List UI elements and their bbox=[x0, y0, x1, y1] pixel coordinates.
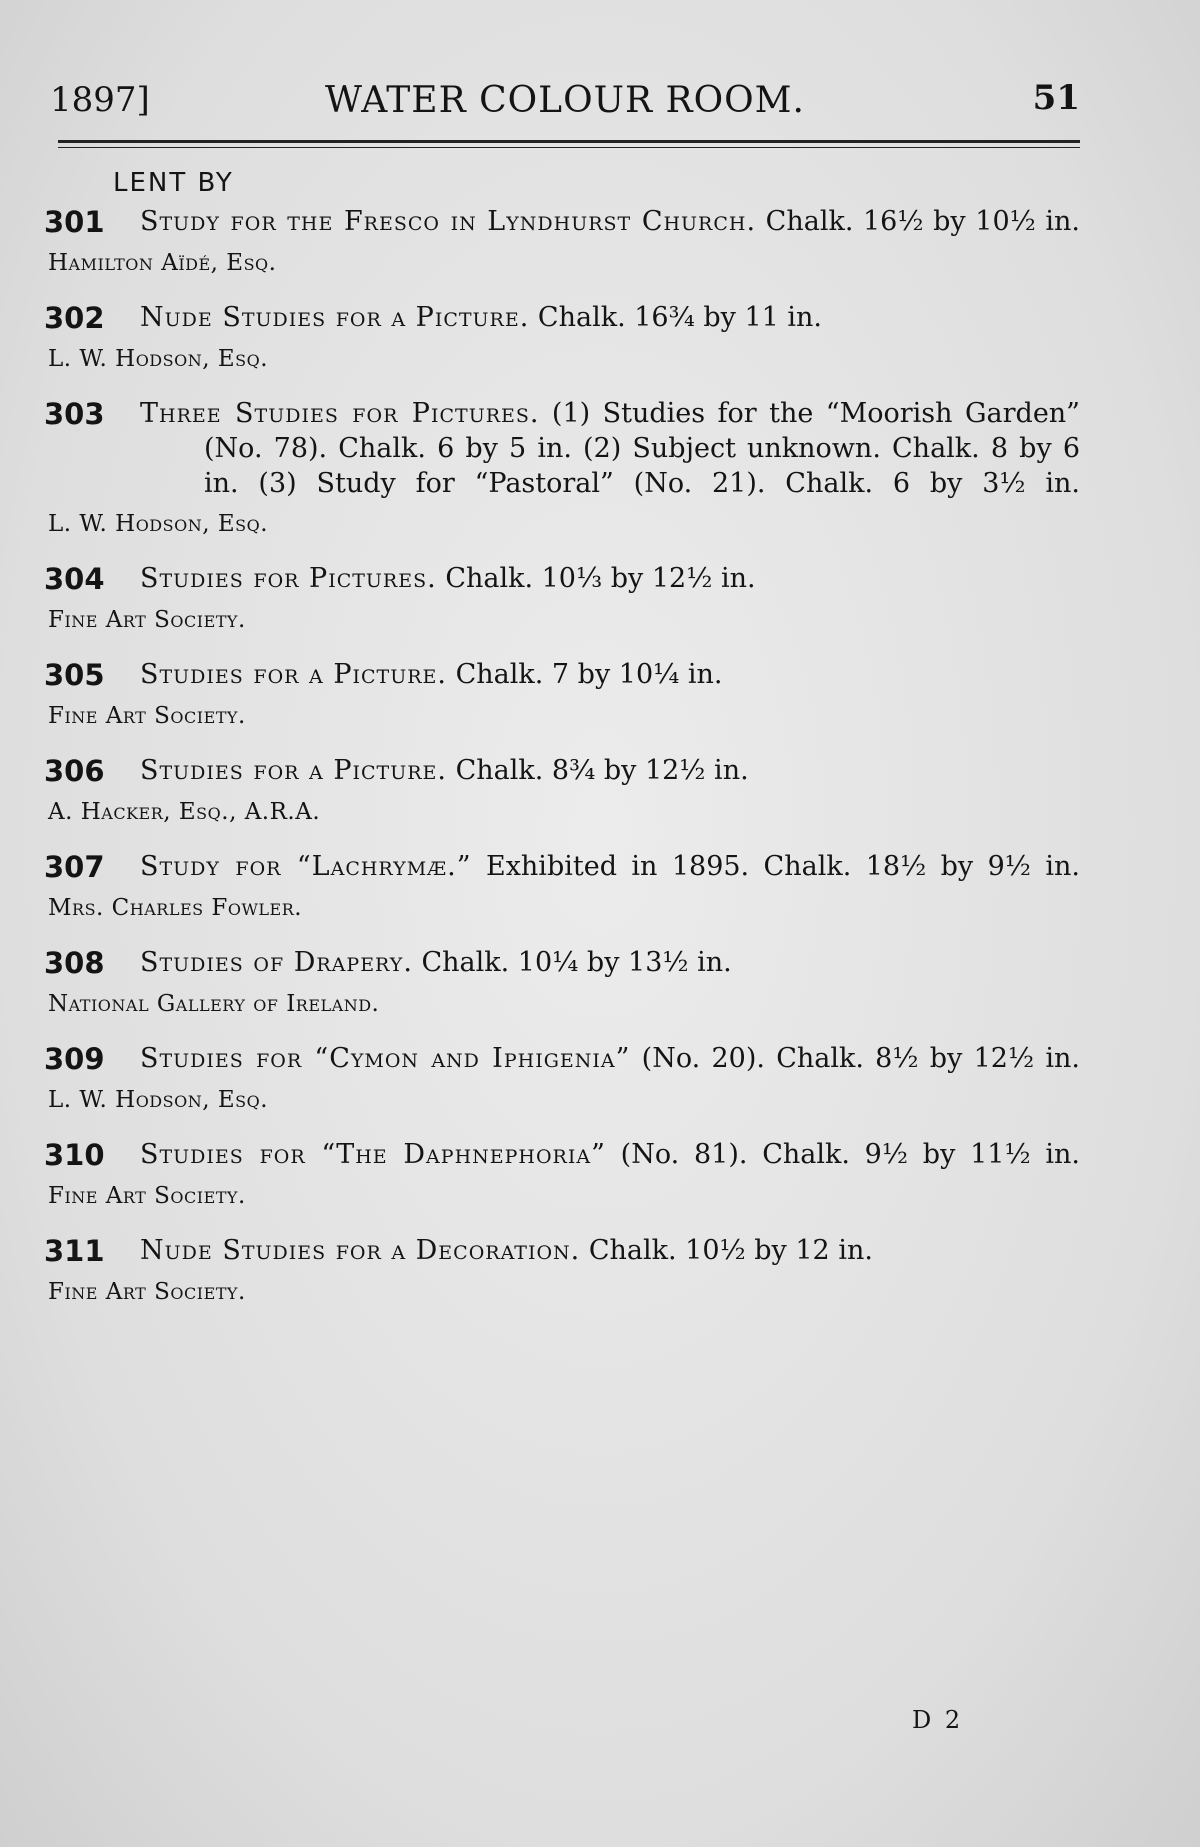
entry-title: Nude Studies for a Picture. bbox=[140, 302, 530, 333]
entry-details: Chalk. 7 by 10¼ in. bbox=[455, 659, 723, 690]
entry-lender: National Gallery of Ireland. bbox=[48, 991, 380, 1017]
entry-title: Study for “Lachrymæ.” bbox=[140, 851, 472, 882]
header-rule-thick bbox=[58, 140, 1080, 143]
entry-lender: L. W. Hodson, Esq. bbox=[48, 511, 269, 537]
entry-details: (No. 81). Chalk. 9½ by 11½ in. bbox=[620, 1139, 1080, 1170]
entry-title: Three Studies for Pictures. bbox=[140, 398, 540, 429]
entry-lender: Fine Art Society. bbox=[48, 607, 246, 633]
entry-details: Exhibited in 1895. Chalk. 18½ by 9½ in. bbox=[485, 851, 1080, 882]
header-rule-thin bbox=[58, 147, 1080, 148]
signature-mark: D 2 bbox=[912, 1706, 964, 1734]
entry-number: 309 bbox=[44, 1042, 105, 1076]
catalogue-entry bbox=[44, 753, 1080, 825]
entry-details: Chalk. 10⅓ by 12½ in. bbox=[445, 563, 756, 594]
entry-lender: L. W. Hodson, Esq. bbox=[48, 346, 269, 372]
entry-number: 308 bbox=[44, 946, 105, 980]
entry-number: 310 bbox=[44, 1138, 105, 1172]
page-header bbox=[50, 80, 1080, 140]
catalogue-entry bbox=[44, 204, 1080, 276]
entry-title: Studies for “The Daphnephoria” bbox=[140, 1139, 606, 1170]
catalogue-entry bbox=[44, 945, 1080, 1017]
catalogue-entry bbox=[44, 300, 1080, 372]
entry-number: 307 bbox=[44, 850, 105, 884]
catalogue-entry bbox=[44, 1137, 1080, 1209]
entry-title: Studies for Pictures. bbox=[140, 563, 437, 594]
header-title: WATER COLOUR ROOM. bbox=[325, 80, 805, 121]
entry-number: 304 bbox=[44, 562, 105, 596]
catalogue-entry bbox=[44, 561, 1080, 633]
entry-title: Studies of Drapery. bbox=[140, 947, 413, 978]
catalogue-entry bbox=[44, 1041, 1080, 1113]
entry-details: Chalk. 16¾ by 11 in. bbox=[537, 302, 823, 333]
header-year: 1897] bbox=[50, 80, 150, 120]
entry-number: 305 bbox=[44, 658, 105, 692]
entry-number: 306 bbox=[44, 754, 105, 788]
catalogue-entries bbox=[44, 204, 1080, 1329]
entry-lender: Fine Art Society. bbox=[48, 703, 246, 729]
entry-details: Chalk. 10½ by 12 in. bbox=[588, 1235, 873, 1266]
entry-lender: Fine Art Society. bbox=[48, 1279, 246, 1305]
entry-lender: Fine Art Society. bbox=[48, 1183, 246, 1209]
catalogue-entry bbox=[44, 849, 1080, 921]
entry-title: Study for the Fresco in Lyndhurst Church. bbox=[140, 206, 757, 237]
entry-number: 302 bbox=[44, 301, 105, 335]
catalogue-entry bbox=[44, 396, 1080, 537]
header-page-number: 51 bbox=[1032, 78, 1080, 118]
entry-details: (No. 20). Chalk. 8½ by 12½ in. bbox=[641, 1043, 1080, 1074]
entry-details: Chalk. 10¼ by 13½ in. bbox=[421, 947, 732, 978]
entry-title: Studies for “Cymon and Iphigenia” bbox=[140, 1043, 631, 1074]
entry-lender: Hamilton Aïdé, Esq. bbox=[48, 250, 277, 276]
entry-lender: Mrs. Charles Fowler. bbox=[48, 895, 303, 921]
lent-by-heading: LENT BY bbox=[113, 168, 234, 198]
entry-title: Studies for a Picture. bbox=[140, 659, 447, 690]
entry-lender: L. W. Hodson, Esq. bbox=[48, 1087, 269, 1113]
entry-details: Chalk. 16½ by 10½ in. bbox=[765, 206, 1080, 237]
catalogue-entry bbox=[44, 1233, 1080, 1305]
entry-title: Nude Studies for a Decoration. bbox=[140, 1235, 581, 1266]
entry-number: 303 bbox=[44, 397, 105, 431]
entry-number: 301 bbox=[44, 205, 105, 239]
entry-lender: A. Hacker, Esq., A.R.A. bbox=[48, 799, 321, 825]
entry-number: 311 bbox=[44, 1234, 105, 1268]
entry-title: Studies for a Picture. bbox=[140, 755, 447, 786]
entry-details: Chalk. 8¾ by 12½ in. bbox=[455, 755, 749, 786]
entry-details: (1) Studies for the “Moorish Garden” (No. 78). Chalk. 6 by 5 in. (2) Subject unknown. Chalk. 8 by 6 in. (3) Study for “Pastoral” (No. 21). Chalk. 6 by 3½ in. bbox=[204, 398, 1080, 499]
catalogue-entry bbox=[44, 657, 1080, 729]
